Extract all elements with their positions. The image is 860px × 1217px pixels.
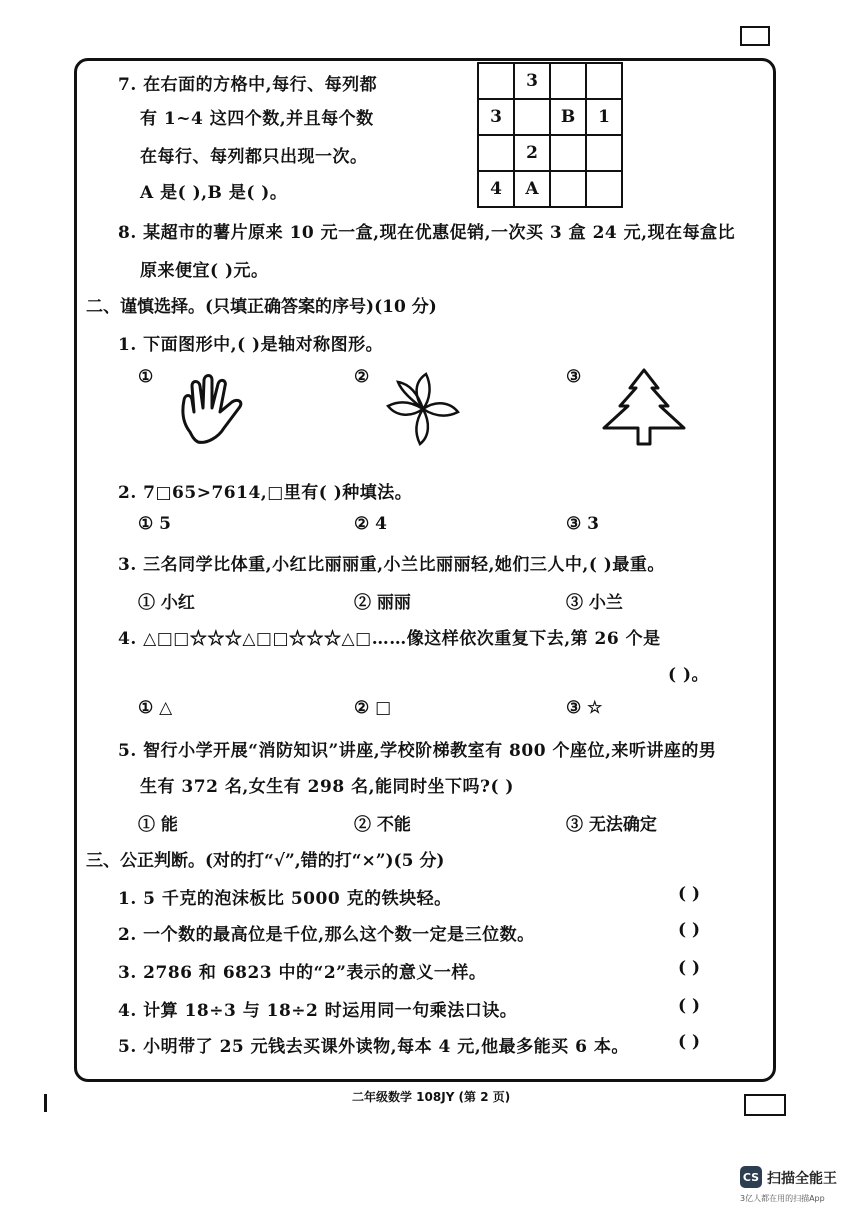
corner-mark-bottom: [744, 1094, 786, 1116]
grid-cell: [586, 135, 622, 171]
s2-q4-text: 4. △□□☆☆☆△□□☆☆☆△□……像这样依次重复下去,第 26 个是: [118, 629, 661, 649]
s2-q3-option-1: ① 小红: [138, 593, 195, 613]
grid-cell: A: [514, 171, 550, 207]
s3-item-3: 3. 2786 和 6823 中的“2”表示的意义一样。: [118, 963, 487, 983]
s3-item-5-blank: ( ): [678, 1032, 701, 1052]
s3-item-2: 2. 一个数的最高位是千位,那么这个数一定是三位数。: [118, 925, 535, 945]
s3-item-4-blank: ( ): [678, 996, 701, 1016]
s3-item-4: 4. 计算 18÷3 与 18÷2 时运用同一句乘法口诀。: [118, 1001, 518, 1021]
corner-mark-top: [740, 26, 770, 46]
q8-line1: 8. 某超市的薯片原来 10 元一盒,现在优惠促销,一次买 3 盒 24 元,现在每盒比: [118, 223, 736, 243]
s2-q1-option-3: ③: [566, 367, 582, 387]
s3-item-3-blank: ( ): [678, 958, 701, 978]
grid-cell: [550, 135, 586, 171]
s2-q2-option-3: ③ 3: [566, 514, 599, 534]
s2-q1-option-1: ①: [138, 367, 154, 387]
tree-figure: [598, 368, 690, 448]
grid-cell: [550, 63, 586, 99]
grid-cell: 4: [478, 171, 514, 207]
s3-item-1-blank: ( ): [678, 884, 701, 904]
grid-cell: B: [550, 99, 586, 135]
s2-q3-option-3: ③ 小兰: [566, 593, 623, 613]
grid-cell: [478, 135, 514, 171]
grid-cell: 1: [586, 99, 622, 135]
s2-q5-line2: 生有 372 名,女生有 298 名,能同时坐下吗?( ): [140, 777, 514, 797]
section2-title: 二、谨慎选择。(只填正确答案的序号)(10 分): [86, 297, 437, 317]
s2-q4-option-3: ③ ☆: [566, 698, 603, 718]
s2-q3-text: 3. 三名同学比体重,小红比丽丽重,小兰比丽丽轻,她们三人中,( )最重。: [118, 555, 665, 575]
s2-q2-option-1: ① 5: [138, 514, 171, 534]
page-footer: 二年级数学 108JY (第 2 页): [352, 1090, 511, 1104]
s3-item-2-blank: ( ): [678, 920, 701, 940]
s2-q3-option-2: ② 丽丽: [354, 593, 411, 613]
q7-line4: A 是( ),B 是( )。: [140, 183, 288, 203]
grid-cell: 3: [514, 63, 550, 99]
q7-line2: 有 1~4 这四个数,并且每个数: [140, 109, 374, 129]
s2-q5-option-2: ② 不能: [354, 815, 411, 835]
grid-cell: [478, 63, 514, 99]
sudoku-grid: [477, 62, 623, 208]
s3-item-5: 5. 小明带了 25 元钱去买课外读物,每本 4 元,他最多能买 6 本。: [118, 1037, 629, 1057]
s3-item-1: 1. 5 千克的泡沫板比 5000 克的铁块轻。: [118, 889, 452, 909]
scanner-name: 扫描全能王: [767, 1171, 837, 1187]
scanner-tagline: 3亿人都在用的扫描App: [740, 1194, 825, 1203]
grid-cell: [586, 171, 622, 207]
s2-q2-text: 2. 7□65>7614,□里有( )种填法。: [118, 483, 413, 503]
grid-cell: [586, 63, 622, 99]
s2-q1-text: 1. 下面图形中,( )是轴对称图形。: [118, 335, 384, 355]
q7-line3: 在每行、每列都只出现一次。: [140, 147, 368, 167]
grid-cell: [550, 171, 586, 207]
grid-cell: [514, 99, 550, 135]
q7-line1: 7. 在右面的方格中,每行、每列都: [118, 75, 378, 95]
s2-q4-blank: ( )。: [668, 665, 710, 685]
s2-q5-line1: 5. 智行小学开展“消防知识”讲座,学校阶梯教室有 800 个座位,来听讲座的男: [118, 741, 717, 761]
s2-q4-option-1: ① △: [138, 698, 173, 718]
scanner-logo-icon: CS: [740, 1166, 762, 1188]
leaf-figure: [384, 370, 462, 448]
s2-q5-option-3: ③ 无法确定: [566, 815, 657, 835]
grid-cell: 3: [478, 99, 514, 135]
s2-q4-option-2: ② □: [354, 698, 392, 718]
s2-q1-option-2: ②: [354, 367, 370, 387]
hand-figure: [176, 372, 258, 448]
grid-cell: 2: [514, 135, 550, 171]
s2-q5-option-1: ① 能: [138, 815, 178, 835]
section3-title: 三、公正判断。(对的打“√”,错的打“×”)(5 分): [86, 851, 445, 871]
s2-q2-option-2: ② 4: [354, 514, 387, 534]
q8-line2: 原来便宜( )元。: [140, 261, 269, 281]
margin-mark: [44, 1094, 47, 1112]
